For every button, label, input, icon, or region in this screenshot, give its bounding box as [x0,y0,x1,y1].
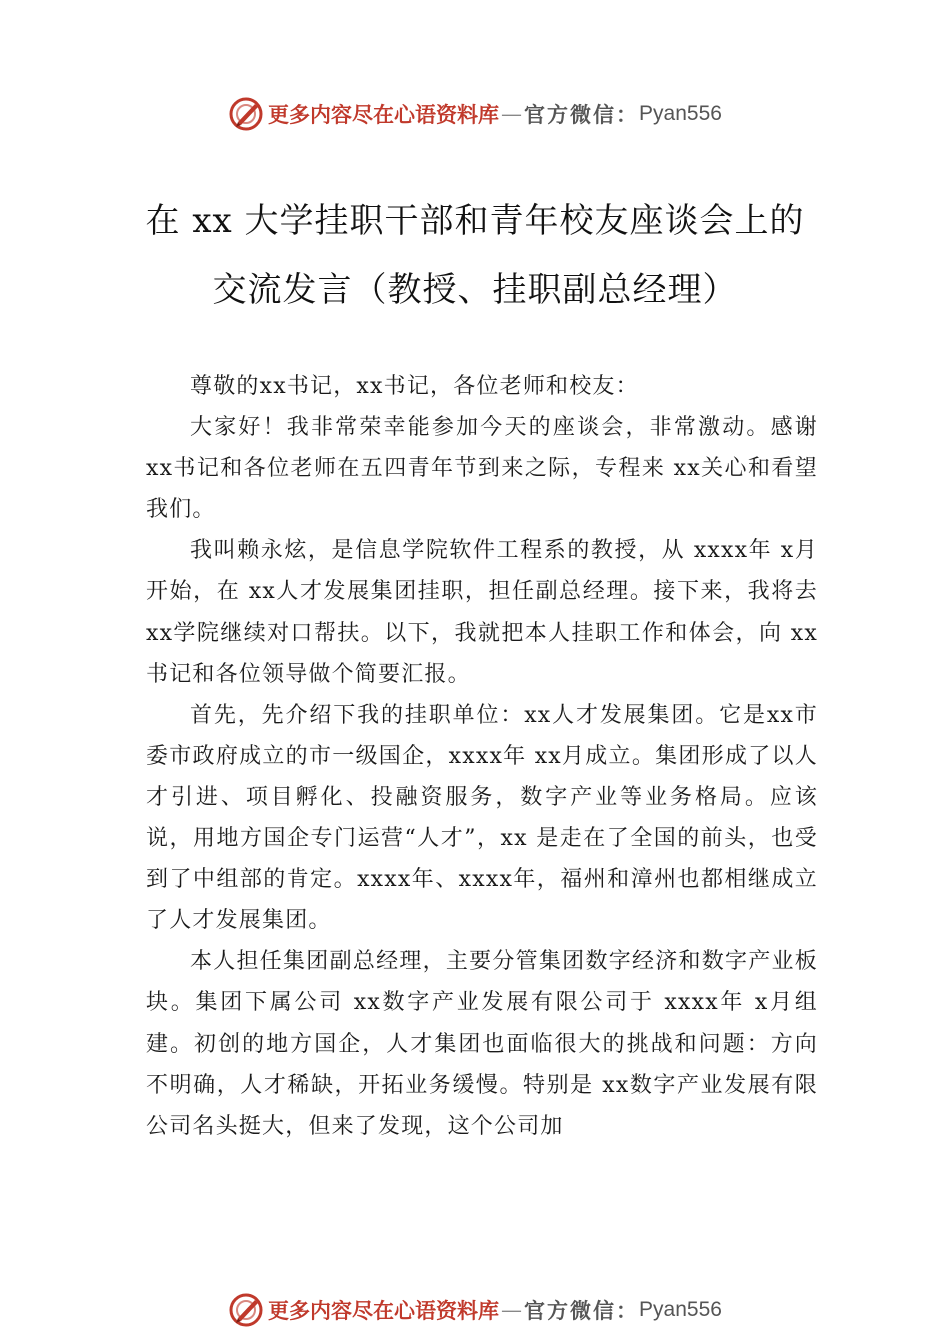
banner-wechat-id: Pyan556 [639,1298,722,1321]
banner-wechat-id: Pyan556 [639,102,722,125]
header-banner [0,94,950,134]
banner-main-text: 更多内容尽在心语资料库 [268,1298,500,1323]
paragraph-greeting: 大家好！我非常荣幸能参加今天的座谈会，非常激动。感谢 xx书记和各位老师在五四青年节到来之际，专程来 xx关心和看望我们。 [146,415,818,523]
logo-icon [228,96,264,132]
paragraph-unit-intro: 首先，先介绍下我的挂职单位：xx人才发展集团。它是xx市委市政府成立的市一级国企，xxxx年 xx月成立。集团形成了以人才引进、项目孵化、投融资服务，数字产业等业务格局。应该说，用地方国企专门运营“人才”，xx 是走在了全国的前头，也受到了中组部的肯定。xxxx年、xxxx年，福州和漳州也都相继成立了人才发展集团。 [146,702,818,934]
banner-wechat-label: 官方微信： [524,102,640,127]
paragraph-self-intro: 我叫赖永炫，是信息学院软件工程系的教授，从 xxxx年 x月开始，在 xx人才发展集团挂职，担任副总经理。接下来，我将去 xx学院继续对口帮扶。以下，我就把本人挂职工作和体会，向 xx书记和各位领导做个简要汇报。 [146,538,818,687]
banner-dash: — [501,1298,523,1322]
paragraph-role: 本人担任集团副总经理，主要分管集团数字经济和数字产业板块。集团下属公司 xx数字产业发展有限公司于 xxxx年 x月组建。初创的地方国企，人才集团也面临很大的挑战和问题：方向不明确，人才稀缺，开拓业务缓慢。特别是 xx数字产业发展有限公司名头挺大，但来了发现，这个公司加 [146,949,818,1139]
banner-wechat-label: 官方微信： [524,1298,640,1323]
logo-icon [228,1292,264,1328]
document-title-line-1: 在 xx 大学挂职干部和青年校友座谈会上的 [145,201,805,241]
paragraph-salutation: 尊敬的xx书记，xx书记，各位老师和校友： [190,374,639,399]
document-title-line-2: 交流发言（教授、挂职副总经理） [212,270,738,310]
document-body [146,366,818,1147]
banner-dash: — [501,102,523,126]
banner-main-text: 更多内容尽在心语资料库 [268,102,500,127]
footer-banner [0,1290,950,1330]
